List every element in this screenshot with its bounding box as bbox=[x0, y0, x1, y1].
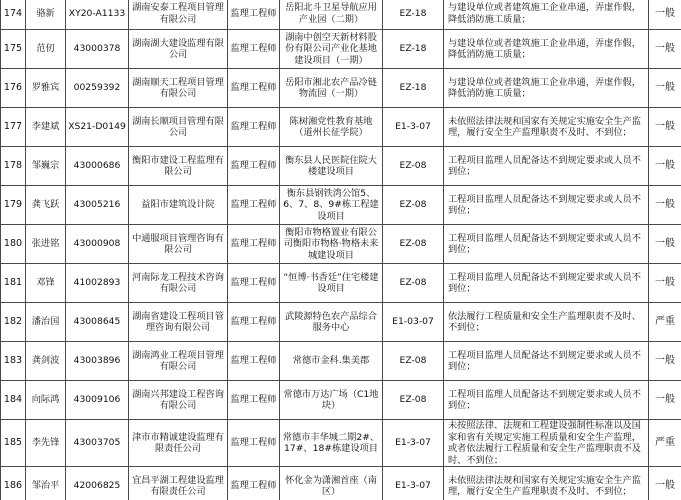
row-number: 176 bbox=[1, 69, 26, 108]
company-name: 河南际龙工程技术咨询有限公司 bbox=[129, 264, 228, 303]
violation-code: E1-3-07 bbox=[383, 420, 444, 467]
project-name: 湖南中创空天新材料股份有限公司产业化基地建设项目（一期） bbox=[280, 30, 383, 69]
role-title: 监理工程师 bbox=[228, 303, 280, 342]
violation-reason: 与建设单位或者建筑施工企业串通，弄虚作假，降低消防施工质量； bbox=[444, 30, 649, 69]
row-number: 178 bbox=[1, 147, 26, 186]
severity-level: 一般 bbox=[649, 381, 681, 420]
violation-reason: 工程项目监理人员配备达不到规定要求或人员不到位； bbox=[444, 264, 649, 303]
person-name: 龚剑波 bbox=[26, 342, 66, 381]
company-name: 湖南顺天工程项目管理有限公司 bbox=[129, 69, 228, 108]
role-title: 监理工程师 bbox=[228, 0, 280, 30]
violation-reason: 工程项目监理人员配备达不到规定要求或人员不到位； bbox=[444, 147, 649, 186]
violation-code: EZ-08 bbox=[383, 381, 444, 420]
certificate-number: 42006825 bbox=[66, 467, 129, 500]
certificate-number: 43008645 bbox=[66, 303, 129, 342]
row-number: 185 bbox=[1, 420, 26, 467]
role-title: 监理工程师 bbox=[228, 225, 280, 264]
role-title: 监理工程师 bbox=[228, 186, 280, 225]
certificate-number: XY20-A1133 bbox=[66, 0, 129, 30]
project-name: 岳阳北斗卫星导航应用产业园（二期） bbox=[280, 0, 383, 30]
person-name: 李先锋 bbox=[26, 420, 66, 467]
severity-level: 严重 bbox=[649, 303, 681, 342]
row-number: 181 bbox=[1, 264, 26, 303]
severity-level: 严重 bbox=[649, 420, 681, 467]
certificate-number: 43003705 bbox=[66, 420, 129, 467]
certificate-number: 43000686 bbox=[66, 147, 129, 186]
person-name: 骆新 bbox=[26, 0, 66, 30]
severity-level: 一般 bbox=[649, 186, 681, 225]
severity-level: 一般 bbox=[649, 467, 681, 500]
project-name: 衡阳市物格置业有限公司衡阳市物格·物格未来城建设项目 bbox=[280, 225, 383, 264]
row-number: 177 bbox=[1, 108, 26, 147]
project-name: 陈树湘党性教育基地（道州长征学院） bbox=[280, 108, 383, 147]
violation-code: EZ-18 bbox=[383, 0, 444, 30]
company-name: 益阳市建筑设计院 bbox=[129, 186, 228, 225]
company-name: 湖南长顺项目管理有限公司 bbox=[129, 108, 228, 147]
project-name: 怀化金为潇湘首座（南区） bbox=[280, 467, 383, 500]
person-name: 张进铭 bbox=[26, 225, 66, 264]
person-name: 向际鸿 bbox=[26, 381, 66, 420]
certificate-number: 41002893 bbox=[66, 264, 129, 303]
role-title: 监理工程师 bbox=[228, 381, 280, 420]
violation-code: E1-3-07 bbox=[383, 467, 444, 500]
violation-code: EZ-18 bbox=[383, 69, 444, 108]
violation-code: E1-3-07 bbox=[383, 108, 444, 147]
table-body bbox=[1, 0, 681, 500]
company-name: 津市市精诚建设监理有限责任公司 bbox=[129, 420, 228, 467]
violation-code: E1-03-07 bbox=[383, 303, 444, 342]
table-row bbox=[1, 147, 681, 186]
person-name: 邹治平 bbox=[26, 467, 66, 500]
role-title: 监理工程师 bbox=[228, 264, 280, 303]
violation-reason: 工程项目监理人员配备达不到规定要求或人员不到位； bbox=[444, 342, 649, 381]
severity-level: 一般 bbox=[649, 108, 681, 147]
severity-level: 一般 bbox=[649, 147, 681, 186]
project-name: 衡东县人民医院住院大楼建设项目 bbox=[280, 147, 383, 186]
violation-reason: 与建设单位或者建筑施工企业串通，弄虚作假，降低消防施工质量； bbox=[444, 69, 649, 108]
severity-level: 一般 bbox=[649, 0, 681, 30]
table-row bbox=[1, 69, 681, 108]
violation-code: EZ-08 bbox=[383, 225, 444, 264]
violation-reason: 工程项目监理人员配备达不到规定要求或人员不到位； bbox=[444, 225, 649, 264]
violation-code: EZ-08 bbox=[383, 147, 444, 186]
violation-code: EZ-18 bbox=[383, 30, 444, 69]
certificate-number: XS21-D0149 bbox=[66, 108, 129, 147]
severity-level: 一般 bbox=[649, 264, 681, 303]
certificate-number: 00259392 bbox=[66, 69, 129, 108]
person-name: 罗雅宾 bbox=[26, 69, 66, 108]
violation-reason: 未依照法律法规和国家有关规定实施安全生产监理，履行安全生产监理职责不及时、不到位； bbox=[444, 108, 649, 147]
table-row bbox=[1, 303, 681, 342]
role-title: 监理工程师 bbox=[228, 342, 280, 381]
violation-reason: 工程项目监理人员配备达不到规定要求或人员不到位； bbox=[444, 381, 649, 420]
table-row bbox=[1, 30, 681, 69]
role-title: 监理工程师 bbox=[228, 467, 280, 500]
certificate-number: 43000378 bbox=[66, 30, 129, 69]
table-row bbox=[1, 264, 681, 303]
violation-reason: 工程项目监理人员配备达不到规定要求或人员不到位； bbox=[444, 186, 649, 225]
company-name: 湖南兴邦建设工程咨询有限公司 bbox=[129, 381, 228, 420]
row-number: 183 bbox=[1, 342, 26, 381]
company-name: 湖南省建设工程项目管理咨询有限公司 bbox=[129, 303, 228, 342]
severity-level: 一般 bbox=[649, 342, 681, 381]
violation-code: EZ-08 bbox=[383, 342, 444, 381]
row-number: 179 bbox=[1, 186, 26, 225]
table-row bbox=[1, 381, 681, 420]
severity-level: 一般 bbox=[649, 225, 681, 264]
company-name: 湖南湖大建设监理有限公司 bbox=[129, 30, 228, 69]
company-name: 衡阳市建设工程监理有限公司 bbox=[129, 147, 228, 186]
role-title: 监理工程师 bbox=[228, 69, 280, 108]
table-row bbox=[1, 108, 681, 147]
company-name: 湖南鸿业工程项目管理有限公司 bbox=[129, 342, 228, 381]
table-row bbox=[1, 467, 681, 500]
role-title: 监理工程师 bbox=[228, 108, 280, 147]
certificate-number: 43005216 bbox=[66, 186, 129, 225]
violation-reason: 依法履行工程质量和安全生产监理职责不及时、不到位； bbox=[444, 303, 649, 342]
row-number: 186 bbox=[1, 467, 26, 500]
table-row bbox=[1, 342, 681, 381]
role-title: 监理工程师 bbox=[228, 30, 280, 69]
certificate-number: 43000908 bbox=[66, 225, 129, 264]
row-number: 180 bbox=[1, 225, 26, 264]
table-row bbox=[1, 225, 681, 264]
person-name: 邓锋 bbox=[26, 264, 66, 303]
project-name: 常德市丰华城二期2#、17#、18#栋建设项目 bbox=[280, 420, 383, 467]
person-name: 范仞 bbox=[26, 30, 66, 69]
table-row bbox=[1, 186, 681, 225]
violation-reason: 与建设单位或者建筑施工企业串通，弄虚作假，降低消防施工质量； bbox=[444, 0, 649, 30]
severity-level: 一般 bbox=[649, 30, 681, 69]
violation-reason: 未按照法律、法规和工程建设强制性标准以及国家和省有关规定实施工程质量和安全生产监理，或者依法履行工程质量和安全生产监理职责不及时、不到位； bbox=[444, 420, 649, 467]
project-name: 岳阳市湘北农产品冷链物流园（一期） bbox=[280, 69, 383, 108]
company-name: 宜昌平湖工程建设监理有限责任公司 bbox=[129, 467, 228, 500]
role-title: 监理工程师 bbox=[228, 147, 280, 186]
project-name: 常德市金科.集美郡 bbox=[280, 342, 383, 381]
violation-code: EZ-08 bbox=[383, 186, 444, 225]
row-number: 184 bbox=[1, 381, 26, 420]
violation-code: EZ-08 bbox=[383, 264, 444, 303]
table-row bbox=[1, 420, 681, 467]
certificate-number: 43009106 bbox=[66, 381, 129, 420]
table-row bbox=[1, 0, 681, 30]
severity-level: 一般 bbox=[649, 69, 681, 108]
project-name: 武陵源特色农产品综合服务中心 bbox=[280, 303, 383, 342]
project-name: 常德市万达广场（C1地块） bbox=[280, 381, 383, 420]
company-name: 中通服项目管理咨询有限公司 bbox=[129, 225, 228, 264]
project-name: 衡东县钢铁湾公馆5、6、7、8、9#栋工程建设项目 bbox=[280, 186, 383, 225]
person-name: 龚飞跃 bbox=[26, 186, 66, 225]
company-name: 湖南安泰工程项目管理有限公司 bbox=[129, 0, 228, 30]
certificate-number: 43003896 bbox=[66, 342, 129, 381]
violation-reason: 未依照法律法规和国家有关规定实施安全生产监理，履行安全生产监理职责不及时、不到位； bbox=[444, 467, 649, 500]
role-title: 监理工程师 bbox=[228, 420, 280, 467]
person-name: 潘治国 bbox=[26, 303, 66, 342]
row-number: 182 bbox=[1, 303, 26, 342]
person-name: 李建斌 bbox=[26, 108, 66, 147]
row-number: 175 bbox=[1, 30, 26, 69]
row-number: 174 bbox=[1, 0, 26, 30]
project-name: “恒博·书香廷”住宅楼建设项目 bbox=[280, 264, 383, 303]
person-name: 邹巍宗 bbox=[26, 147, 66, 186]
